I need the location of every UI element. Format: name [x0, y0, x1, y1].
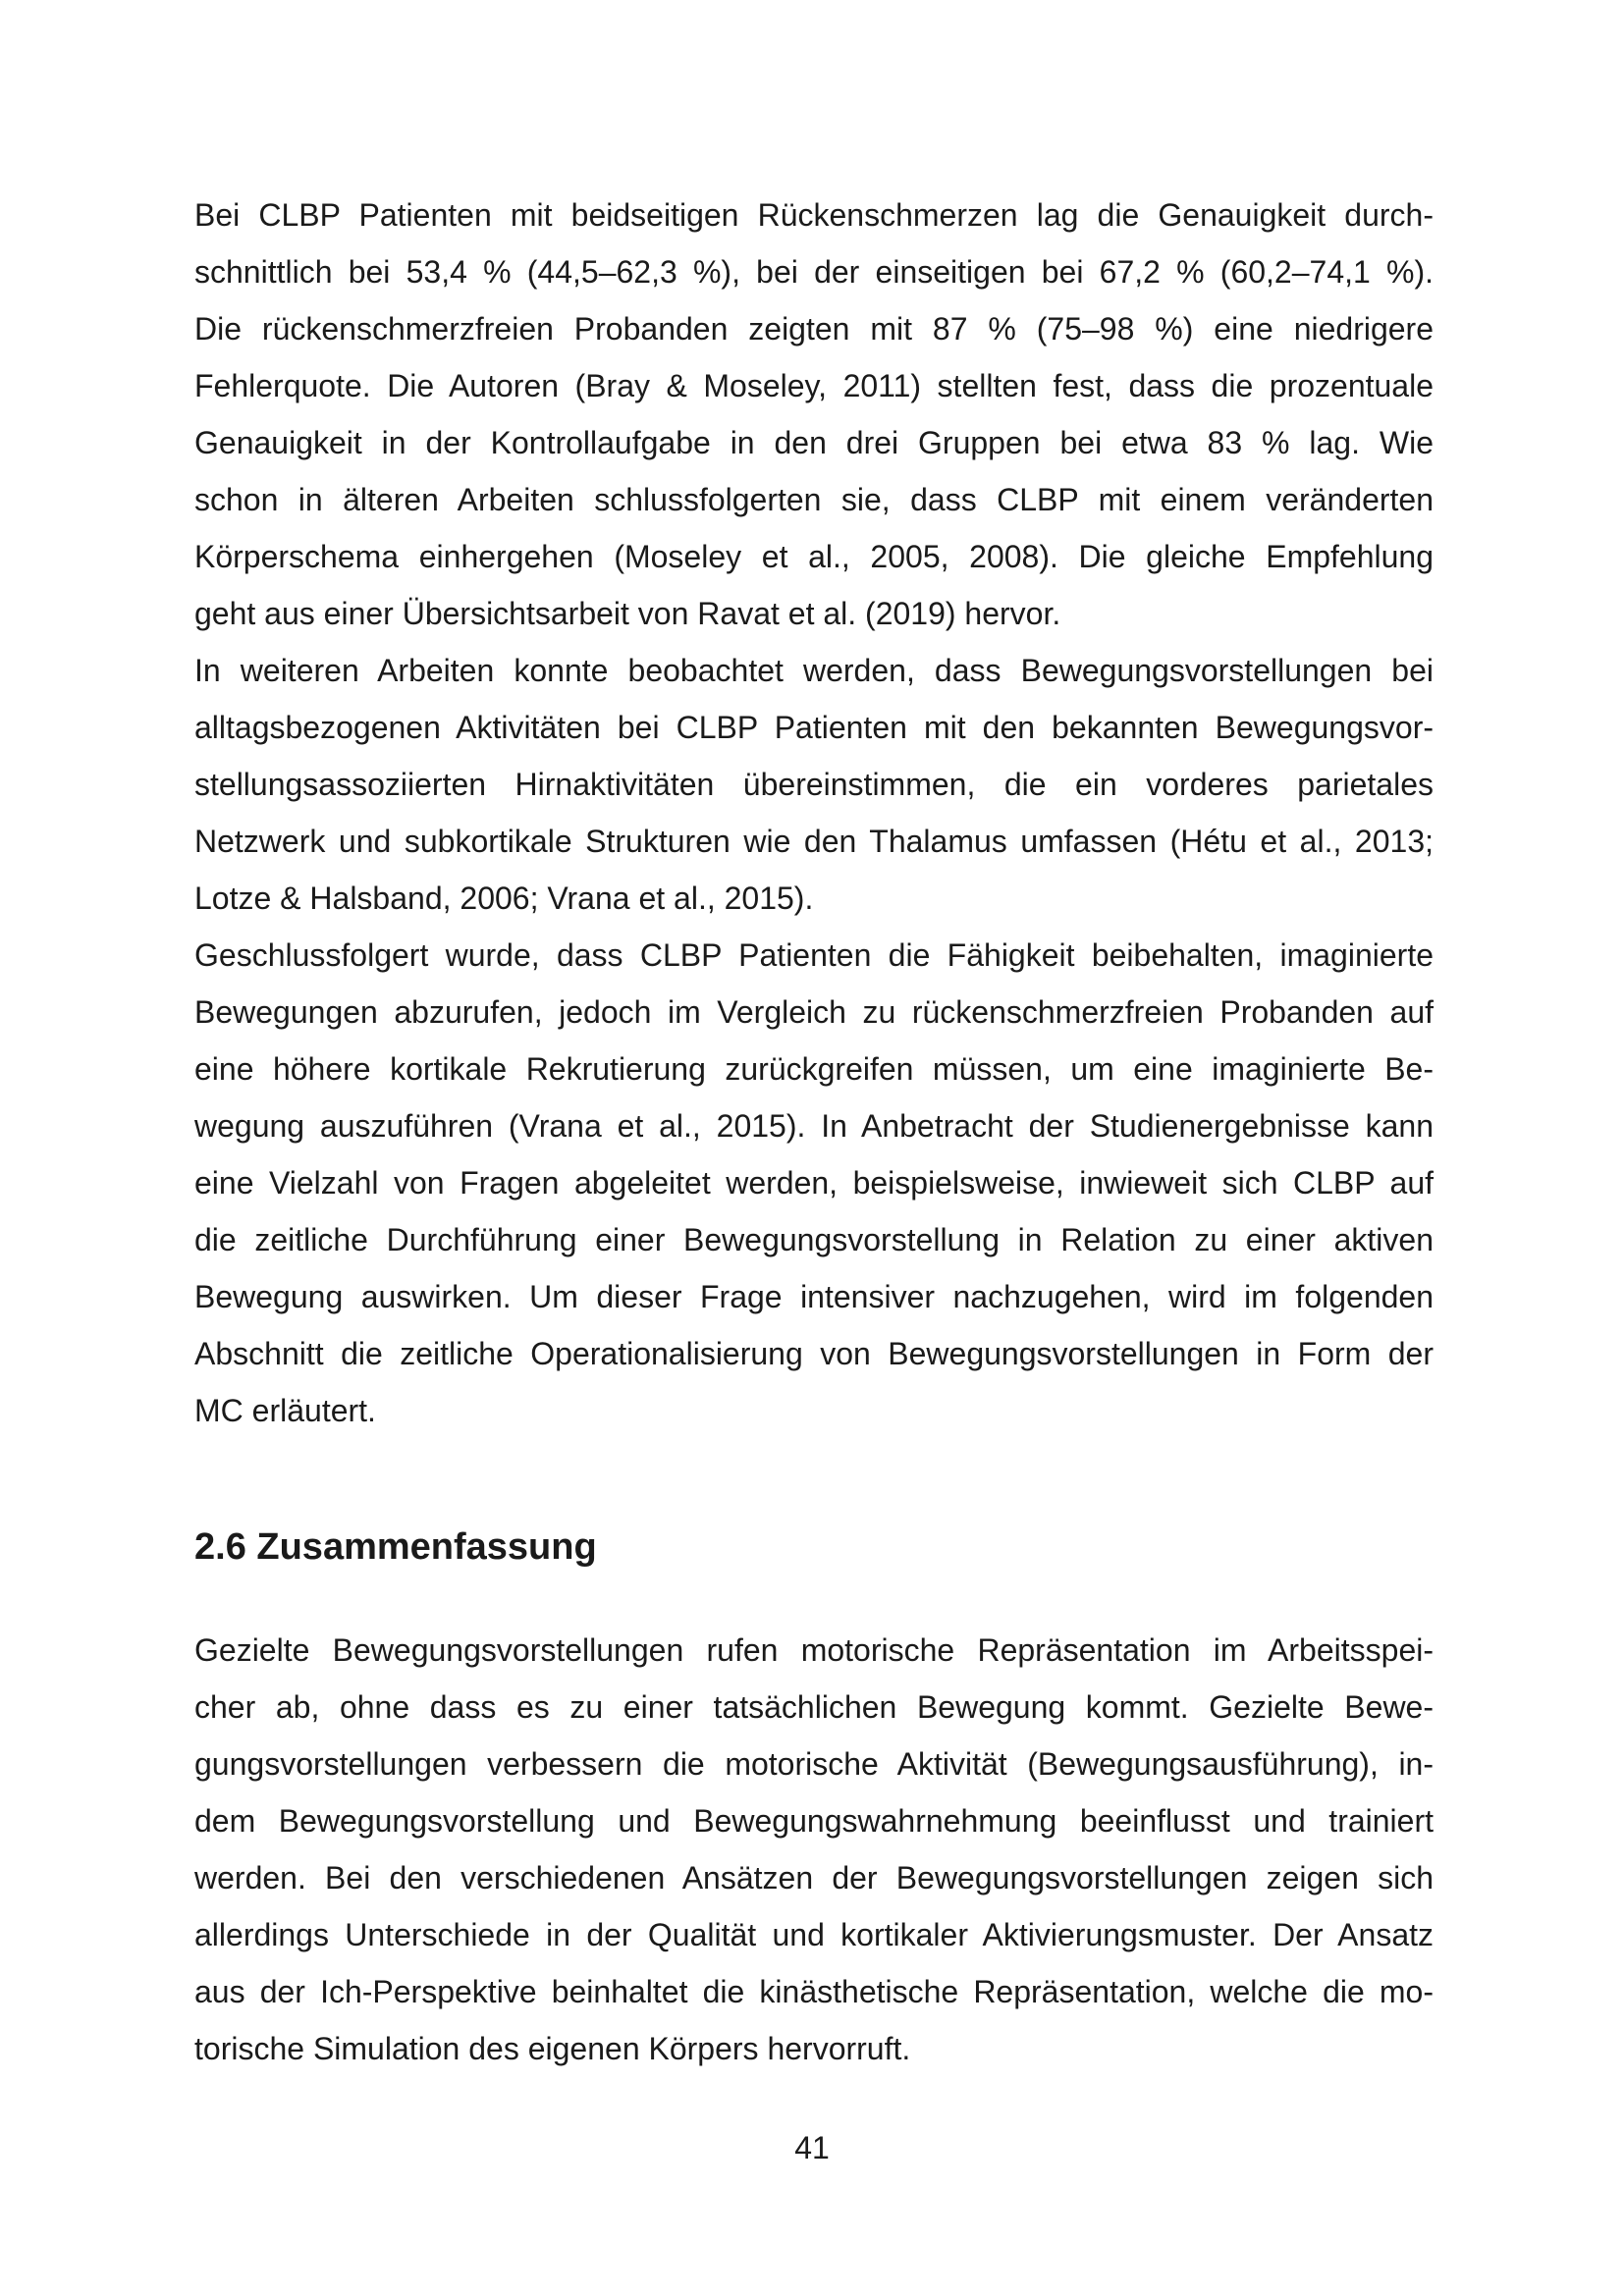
- body-text-section-1: [194, 187, 1434, 1439]
- text-line: stellungsassoziierten Hirnaktivitäten übereinstimmen, die ein vorderes parietales: [194, 767, 1434, 802]
- paragraph: [194, 642, 1434, 927]
- text-line: Fehlerquote. Die Autoren (Bray & Moseley, 2011) stellten fest, dass die prozentuale: [194, 368, 1434, 403]
- text-line: werden. Bei den verschiedenen Ansätzen der Bewegungsvorstellungen zeigen sich: [194, 1860, 1434, 1896]
- text-line: aus der Ich-Perspektive beinhaltet die kinästhetische Repräsentation, welche die mo-: [194, 1974, 1434, 2009]
- text-line: Die rückenschmerzfreien Probanden zeigten mit 87 % (75–98 %) eine niedrigere: [194, 311, 1434, 347]
- text-line: In weiteren Arbeiten konnte beobachtet werden, dass Bewegungsvorstellungen bei: [194, 653, 1434, 688]
- body-text-section-2: [194, 1622, 1434, 2077]
- text-line: alltagsbezogenen Aktivitäten bei CLBP Patienten mit den bekannten Bewegungsvor-: [194, 710, 1434, 745]
- text-line: Netzwerk und subkortikale Strukturen wie den Thalamus umfassen (Hétu et al., 2013;: [194, 824, 1434, 859]
- text-line: Lotze & Halsband, 2006; Vrana et al., 2015).: [194, 881, 814, 916]
- text-line: wegung auszuführen (Vrana et al., 2015). In Anbetracht der Studienergebnisse kann: [194, 1108, 1434, 1144]
- text-line: allerdings Unterschiede in der Qualität und kortikaler Aktivierungsmuster. Der Ansatz: [194, 1917, 1434, 1952]
- text-line: Geschlussfolgert wurde, dass CLBP Patienten die Fähigkeit beibehalten, imaginierte: [194, 937, 1434, 973]
- text-line: Bei CLBP Patienten mit beidseitigen Rückenschmerzen lag die Genauigkeit durch-: [194, 197, 1434, 233]
- text-line: cher ab, ohne dass es zu einer tatsächlichen Bewegung kommt. Gezielte Bewe-: [194, 1689, 1434, 1725]
- paragraph: [194, 927, 1434, 1439]
- text-line: Körperschema einhergehen (Moseley et al., 2005, 2008). Die gleiche Empfehlung: [194, 539, 1434, 574]
- text-line: Gezielte Bewegungsvorstellungen rufen motorische Repräsentation im Arbeitsspei-: [194, 1632, 1434, 1668]
- paragraph: [194, 1622, 1434, 2077]
- text-line: MC erläutert.: [194, 1393, 376, 1428]
- text-line: eine Vielzahl von Fragen abgeleitet werden, beispielsweise, inwieweit sich CLBP auf: [194, 1165, 1434, 1201]
- text-line: schnittlich bei 53,4 % (44,5–62,3 %), bei der einseitigen bei 67,2 % (60,2–74,1 %).: [194, 254, 1434, 290]
- page-number: 41: [794, 2130, 830, 2165]
- text-line: eine höhere kortikale Rekrutierung zurückgreifen müssen, um eine imaginierte Be-: [194, 1051, 1434, 1087]
- paragraph: [194, 187, 1434, 642]
- text-line: die zeitliche Durchführung einer Bewegungsvorstellung in Relation zu einer aktiven: [194, 1222, 1434, 1257]
- text-line: Genauigkeit in der Kontrollaufgabe in den drei Gruppen bei etwa 83 % lag. Wie: [194, 425, 1434, 460]
- section-heading: 2.6 Zusammenfassung: [194, 1526, 597, 1568]
- text-line: Bewegung auswirken. Um dieser Frage intensiver nachzugehen, wird im folgenden: [194, 1279, 1434, 1314]
- text-line: dem Bewegungsvorstellung und Bewegungswahrnehmung beeinflusst und trainiert: [194, 1803, 1434, 1839]
- text-line: Abschnitt die zeitliche Operationalisierung von Bewegungsvorstellungen in Form der: [194, 1336, 1434, 1371]
- text-line: geht aus einer Übersichtsarbeit von Ravat et al. (2019) hervor.: [194, 596, 1061, 631]
- text-line: Bewegungen abzurufen, jedoch im Vergleich zu rückenschmerzfreien Probanden auf: [194, 994, 1434, 1030]
- text-line: torische Simulation des eigenen Körpers hervorruft.: [194, 2031, 911, 2066]
- text-line: schon in älteren Arbeiten schlussfolgerten sie, dass CLBP mit einem veränderten: [194, 482, 1434, 517]
- text-line: gungsvorstellungen verbessern die motorische Aktivität (Bewegungsausführung), in-: [194, 1746, 1434, 1782]
